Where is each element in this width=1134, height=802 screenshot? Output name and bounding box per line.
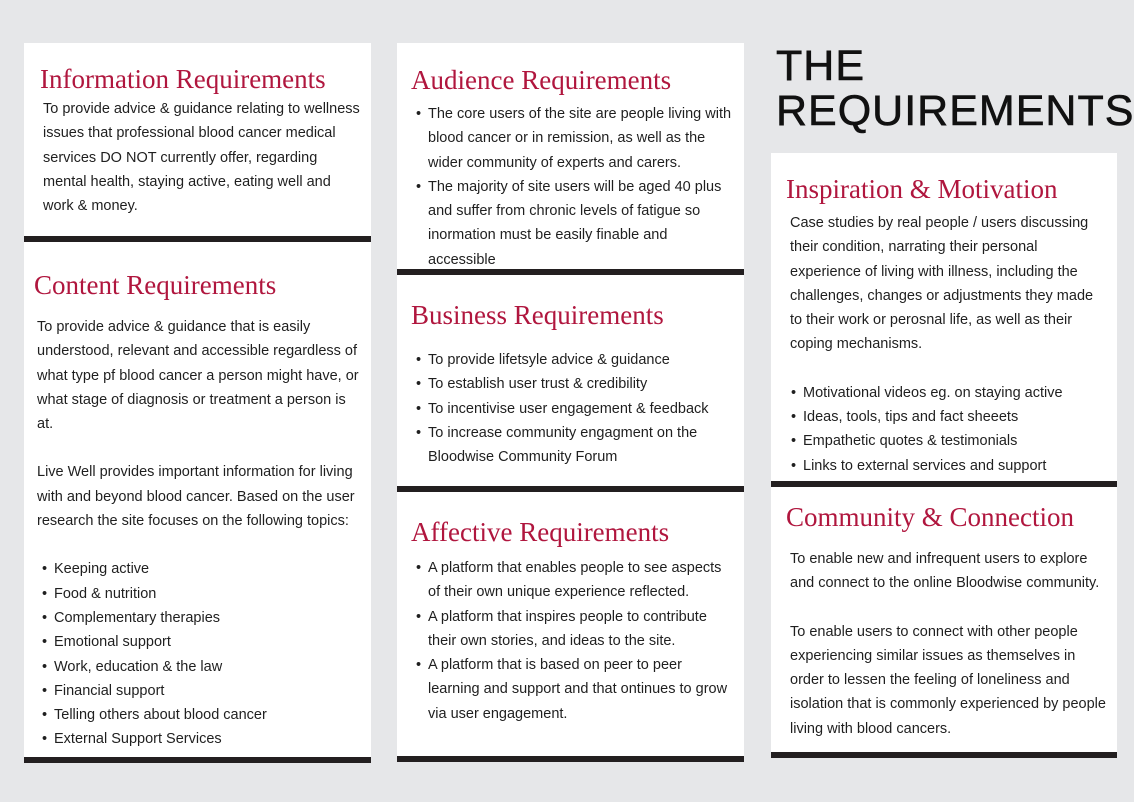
affective-requirements-list xyxy=(411,556,734,726)
content-requirements-live-well: Live Well provides important information for living with and beyond blood cancer. Based on the user research the site focuses on the following topics: xyxy=(37,464,355,530)
audience-requirements-title: Audience Requirements xyxy=(411,65,672,95)
community-connection-explore: To enable new and infrequent users to explore and connect to the online Bloodwise community. xyxy=(790,551,1100,592)
content-requirements-intro: To provide advice & guidance that is easily understood, relevant and accessible regardless of what type pf blood cancer a person might have, or what stage of diagnosis or treatment a person is at. xyxy=(37,319,359,433)
audience-requirements-list xyxy=(411,102,734,272)
list-item: • Food & nutrition xyxy=(37,582,359,606)
page-title xyxy=(776,44,1134,134)
list-item: • The majority of site users will be aged 40 plus and suffer from chronic levels of fatigue so inormation must be easily finable and accessible xyxy=(411,175,734,272)
inspiration-motivation-title: Inspiration & Motivation xyxy=(786,174,1058,204)
list-item: • Financial support xyxy=(37,679,359,703)
community-connection-card xyxy=(771,487,1117,758)
list-item: • Motivational videos eg. on staying active xyxy=(786,381,1109,405)
list-item: • A platform that is based on peer to peer learning and support and that ontinues to grow via user engagement. xyxy=(411,653,734,726)
page-title-line-2: REQUIREMENTS xyxy=(776,87,1134,135)
list-item: • Keeping active xyxy=(37,557,359,581)
community-connection-title: Community & Connection xyxy=(786,502,1074,532)
card-divider xyxy=(771,752,1117,758)
affective-requirements-title: Affective Requirements xyxy=(411,517,670,547)
list-item: • A platform that enables people to see aspects of their own unique experience reflected. xyxy=(411,556,734,605)
content-topics-list xyxy=(37,557,359,751)
business-requirements-list xyxy=(411,348,734,469)
information-requirements-text: To provide advice & guidance relating to wellness issues that professional blood cancer medical services DO NOT currently offer, regarding mental health, staying active, eating well and work & money. xyxy=(43,101,360,215)
information-requirements-card xyxy=(24,43,371,242)
list-item: • Empathetic quotes & testimonials xyxy=(786,429,1109,453)
list-item: • A platform that inspires people to contribute their own stories, and ideas to the site. xyxy=(411,605,734,654)
list-item: • Links to external services and support xyxy=(786,454,1109,503)
list-item: • Telling others about blood cancer xyxy=(37,703,359,727)
list-item: • Emotional support xyxy=(37,630,359,654)
information-requirements-title: Information Requirements xyxy=(40,64,326,94)
list-item: • Ideas, tools, tips and fact sheeets xyxy=(786,405,1109,429)
card-divider xyxy=(397,756,744,762)
list-item: • To establish user trust & credibility xyxy=(411,372,734,396)
content-requirements-title: Content Requirements xyxy=(34,270,277,300)
business-requirements-title: Business Requirements xyxy=(411,300,664,330)
content-requirements-card xyxy=(24,242,371,763)
list-item: • External Support Services xyxy=(37,727,359,751)
affective-requirements-card xyxy=(397,492,744,762)
list-item: • To increase community engagment on the Bloodwise Community Forum xyxy=(411,421,734,470)
list-item: • Work, education & the law xyxy=(37,655,359,679)
inspiration-motivation-card xyxy=(771,153,1117,487)
community-connection-connect: To enable users to connect with other people experiencing similar issues as themselves in order to lessen the feeling of loneliness and isolation that is commonly experienced by people living with blood cancers. xyxy=(790,623,1106,737)
list-item: • Complementary therapies xyxy=(37,606,359,630)
list-item: • To provide lifetsyle advice & guidance xyxy=(411,348,734,372)
card-divider xyxy=(24,757,371,763)
page-title-line-1: THE xyxy=(776,42,865,90)
inspiration-motivation-text: Case studies by real people / users discussing their condition, narrating their personal experience of living with illness, including the challenges, changes or adjustments they made to their work or perosnal life, as well as their coping mechanisms. xyxy=(790,215,1094,353)
list-item: • To incentivise user engagement & feedback xyxy=(411,397,734,421)
business-requirements-card xyxy=(397,275,744,492)
list-item: • The core users of the site are people living with blood cancer or in remission, as well as the wider community of experts and carers. xyxy=(411,102,734,175)
audience-requirements-card xyxy=(397,43,744,275)
